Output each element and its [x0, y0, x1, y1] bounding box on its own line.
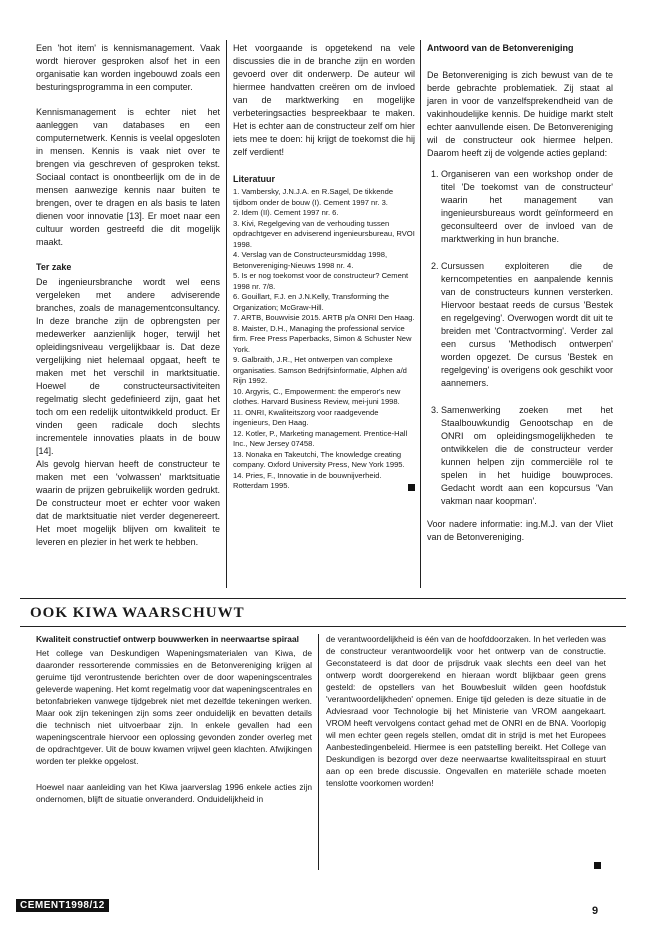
paragraph: Als gevolg hiervan heeft de constructeur te maken met een 'volwassen' marktsituatie waarin de prijzen gebruikelijk worden gedrukt. De constructeur moet er echter voor waken dat de marktsituatie niet verder degenereert. Het moet mogelijk blijven om kwaliteit te leveren en plezier in het werk te hebben.	[36, 459, 220, 547]
reference-item: 1. Vambersky, J.N.J.A. en R.Sagel, De tikkende tijdbom onder de bouw (I). Cement 1997 nr. 3.	[233, 187, 394, 207]
kiwa-title: OOK KIWA WAARSCHUWT	[30, 605, 245, 621]
paragraph: Hoewel naar aanleiding van het Kiwa jaarverslag 1996 enkele acties zijn ondernomen, blijft de situatie onveranderd. Onduidelijkheid in	[36, 782, 312, 804]
paragraph: Een 'hot item' is kennismanagement. Vaak wordt hierover gesproken alsof het in een organisatie kan worden ingebouwd zoals een besturingsprogramma in een computer.	[36, 43, 220, 92]
paragraph: De Betonvereniging is zich bewust van de te berde gebrachte problematiek. Zij staat al jaren in voor de vanzelfsprekendheid van de vakinhoudelijke kennis. De huidige markt stelt echter aanvullende eisen. De Betonvereniging wil de constructeur ook hiermee helpen. Daarom heeft zij de volgende acties gepland:	[427, 70, 613, 158]
action-item: 2. Cursussen exploiteren die de kerncompetenties en aanpalende kennis van de constructeurs kunnen versterken. Hiervoor bestaat reeds de cursus 'Bestek en regelgeving'. Overwogen wordt dit uit te breiden met 'Contractvorming'. Verder zal een cursus 'Methodisch ontwerpen' worden opgezet. De cursus 'Bestek en regelgeving' is overigens ook geschikt voor aannemers.	[441, 260, 613, 390]
reference-item: 4. Verslag van de Constructeursmiddag 1998, Betonvereniging-Nieuws 1998 nr. 4.	[233, 250, 388, 270]
paragraph: De ingenieursbranche wordt wel eens vergeleken met andere adviserende branches, zoals de managementconsultancy. In deze branche zijn de opbrengsten per medewerker aanzienlijk hoger, terwijl het opleidingsniveau vergelijkbaar is. Dat deze vergelijking niet helemaal opgaat, heeft te maken met het verschil in marktsituatie. Hoewel de constructeursactiviteiten regelmatig slecht gedefinieerd zijn, gaat het toch om een redelijk uitontwikkeld product. Er vinden geen radicale doch slechts incrementele innovaties plaats in de bouw [14].	[36, 277, 220, 456]
publication-badge: CEMENT1998/12	[16, 899, 109, 912]
kiwa-column-right	[326, 633, 606, 801]
section-heading: Antwoord van de Betonvereniging	[427, 43, 574, 53]
reference-list	[233, 187, 415, 492]
column-divider	[318, 634, 319, 870]
reference-item: 6. Gouillart, F.J. en J.N.Kelly, Transforming the Organization; McGraw-Hill.	[233, 292, 390, 312]
kiwa-subheading: Kwaliteit constructief ontwerp bouwwerken in neerwaartse spiraal	[36, 634, 299, 644]
page-number: 9	[592, 905, 599, 917]
reference-item: 12. Kotler, P., Marketing management. Prentice-Hall Inc., New Jersey 07458.	[233, 428, 408, 448]
column-divider	[420, 40, 421, 588]
reference-item: 10. Argyris, C., Empowerment: the emperor's new clothes. Harvard Business Review, mei-juni 1998.	[233, 386, 401, 406]
title-underline	[20, 626, 626, 627]
column-divider	[226, 40, 227, 588]
action-item: 1. Organiseren van een workshop onder de titel 'De toekomst van de constructeur' waarin het management van ingenieursbureaus wordt geïnformeerd en geconsulteerd over de invloed van de marktwerking in hun branche.	[441, 168, 613, 246]
section-heading: Ter zake	[36, 262, 72, 272]
action-list	[427, 168, 613, 508]
column-2	[233, 42, 415, 495]
info-paragraph: Voor nadere informatie: ing.M.J. van der Vliet van de Betonvereniging.	[427, 519, 613, 542]
kiwa-column-left	[36, 633, 312, 817]
paragraph: de verantwoordelijkheid is één van de hoofddoorzaken. In het verleden was de constructeur verantwoordelijk voor het ontwerp van de constructie. Geconstateerd is dat door de prijsdruk vaak slechts een deel van het ontwerp wordt doorgerekend en hieraan wordt blijkbaar geen grens gesteld: de opstellers van het Bouwbesluit wilden geen hoofdstuk 'verantwoordelijkheden' opnemen. Enige tijd geleden is deze situatie in de Adviesraad voor Technologie bij het Ministerie van VROM aangekaart. VROM heeft vervolgens contact gehad met de ONRI en de BNA. Voorlopig wil men echter geen regels stellen, omdat dit in strijd is met het Europees Aanbestedingenbeleid. Hiermee is een patstelling bereikt. Het College van Deskundigen is bezorgd over deze neerwaartse kwaliteitsspiraal en stuurt aan op een brede discussie. Ongevallen en materiële schade moeten tenslotte voorkomen worden!	[326, 634, 606, 788]
reference-item: 9. Galbraith, J.R., Het ontwerpen van complexe organisaties. Samson Bedrijfsinformatie, Alphen a/d Rijn 1992.	[233, 355, 407, 385]
reference-item: 13. Nonaka en Takeutchi, The knowledge creating company. Oxford University Press, New York 1995.	[233, 449, 405, 469]
paragraph: Kennismanagement is echter niet het aanleggen van databases en een computernetwerk. Kennis is veelal opgesloten in mensen. Kennis is vaak niet over te brengen via geschreven of gesproken tekst. Sociaal contact is onontbeerlijk om de in de mensen aanwezige kennis naar buiten te brengen, over te dragen en als basis te laten dienen voor innovatie [13]. Er moet naar een cultuur worden gestreefd die dit mogelijk maakt.	[36, 107, 220, 247]
end-mark-icon	[594, 862, 601, 869]
reference-item: 11. ONRI, Kwaliteitszorg voor raadgevende ingenieurs, Den Haag.	[233, 407, 379, 427]
action-item: 3. Samenwerking zoeken met het Staalbouwkundig Genootschap en de ONRI om opleidingsmogelijkheden te ontwikkelen die de constructeur verder kunnen helpen zijn commerciële rol te spelen in het huidige bouwproces. Gedacht wordt aan een kopcursus 'Van vakman naar koopman'.	[441, 404, 613, 508]
column-3	[427, 42, 613, 556]
reference-item: 8. Maister, D.H., Managing the professional service firm. Free Press Paperbacks, Simon & Schuster New York.	[233, 323, 412, 354]
reference-item: 14. Pries, F., Innovatie in de bouwnijverheid. Rotterdam 1995.	[233, 470, 382, 490]
column-1	[36, 42, 220, 561]
end-mark-icon	[408, 484, 415, 491]
reference-item: 2. Idem (II). Cement 1997 nr. 6.	[233, 208, 339, 217]
reference-item: 5. Is er nog toekomst voor de constructeur? Cement 1998 nr. 7/8.	[233, 271, 409, 291]
reference-item: 7. ARTB, Bouwvisie 2015. ARTB p/a ONRI Den Haag.	[233, 313, 415, 322]
section-divider	[20, 598, 626, 599]
paragraph: Het voorgaande is opgetekend na vele discussies die in de branche zijn en worden gevoerd over dit onderwerp. De auteur wil hiermee handvatten creëren om de invloed van de marktwerking en mogelijke verbeteringsacties bespreekbaar te maken. Het is echter aan de constructeur zelf om hier iets mee te doen: hij krijgt de toekomst die hij zelf verdient!	[233, 43, 415, 157]
reference-item: 3. Kivi, Regelgeving van de verhouding tussen opdrachtgever en adviserend ingenieursbureau, RVOI 1998.	[233, 218, 415, 249]
references-heading: Literatuur	[233, 174, 276, 184]
paragraph: Het college van Deskundigen Wapeningsmaterialen van Kiwa, de daaronder ressorterende commissies en de Betonvereniging krijgen al geruime tijd verontrustende berichten over de door wapeningscentrales geleverde wapening. Het komt regelmatig voor dat wapeningscentrales en betonfabrieken vanwege tijdgebrek niet met dezelfde tekeningen werken. Maar ook zijn tekeningen zijn soms zeer onduidelijk en bevatten details die technisch niet uitvoerbaar zijn. In enkele gevallen had een wapeningscentrale hiervoor een oplossing gevonden zonder overleg met de opdrachtgever. Uit de bouw kwamen vrijwel geen klachten. Afwijkingen worden ter plekke opgelost.	[36, 648, 312, 766]
